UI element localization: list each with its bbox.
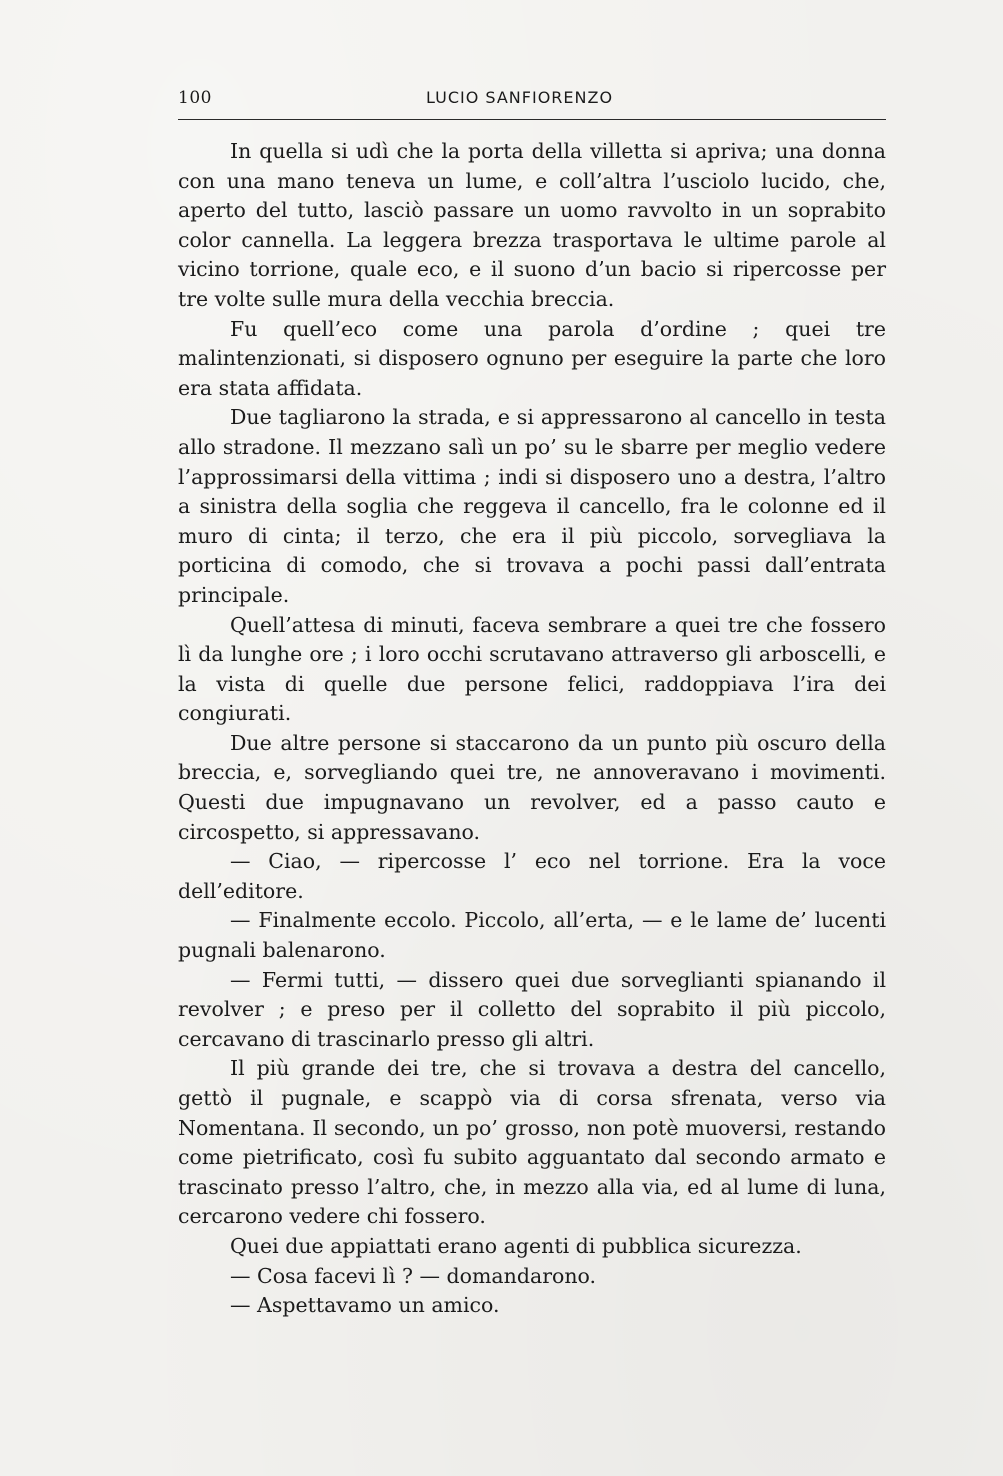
dialogue-paragraph: — Ciao, — ripercosse l’ eco nel torrione. Era la voce dell’editore. [178, 849, 886, 903]
page-number: 100 [178, 88, 212, 108]
paragraph: Quell’attesa di minuti, faceva sembrare a quei tre che fossero lì da lunghe ore ; i loro occhi scrutavano attraverso gli arboscelli, e la vista di quelle due persone felici, raddoppiava l’ira dei congiurati. [178, 612, 886, 726]
paragraph: In quella si udì che la porta della villetta si apriva; una donna con una mano teneva un lume, e coll’altra l’usciolo lucido, che, aperto del tutto, lasciò passare un uomo ravvolto in un soprabito color cannella. La leggera brezza trasportava le ultime parole al vicino torrione, quale eco, e il suono d’un bacio si ripercosse per tre volte sulle mura della vecchia breccia. [178, 139, 886, 311]
dialogue-paragraph: — Fermi tutti, — dissero quei due sorveglianti spianando il revolver ; e preso per il colletto del soprabito il più piccolo, cercavano di trascinarlo presso gli altri. [178, 967, 886, 1051]
running-title: LUCIO SANFIORENZO [426, 88, 614, 107]
page-header [178, 88, 888, 118]
paragraph: Quei due appiattati erano agenti di pubblica sicurezza. [230, 1233, 802, 1258]
paragraph: Il più grande dei tre, che si trovava a destra del cancello, gettò il pugnale, e scappò via di corsa sfrenata, verso via Nomentana. Il secondo, un po’ grosso, non potè muoversi, restando come pietrificato, così fu subito agguantato dal secondo armato e trascinato presso l’altro, che, in mezzo alla via, ed al lume di luna, cercarono vedere chi fossero. [178, 1056, 886, 1229]
header-rule [178, 119, 886, 120]
dialogue-paragraph: — Finalmente eccolo. Piccolo, all’erta, — e le lame de’ lucenti pugnali balenarono. [178, 908, 886, 963]
dialogue-paragraph: — Aspettavamo un amico. [230, 1293, 500, 1318]
paragraph: Due altre persone si staccarono da un punto più oscuro della breccia, e, sorvegliando quei tre, ne annoveravano i movimenti. Questi due impugnavano un revolver, ed a passo cauto e circospetto, si appressavano. [178, 730, 886, 844]
dialogue-paragraph: — Cosa facevi lì ? — domandarono. [230, 1263, 597, 1288]
paragraph: Fu quell’eco come una parola d’ordine ; quei tre malintenzionati, si disposero ognuno per eseguire la parte che loro era stata affidata. [178, 316, 886, 400]
paragraph: Due tagliarono la strada, e si appressarono al cancello in testa allo stradone. Il mezzano salì un po’ su le sbarre per meglio vedere l’approssimarsi della vittima ; indi si disposero uno a destra, l’altro a sinistra della soglia che reggeva il cancello, fra le colonne ed il muro di cinta; il terzo, che era il più piccolo, sorvegliava la porticina di comodo, che si trovava a pochi passi dall’entrata principale. [178, 405, 886, 607]
body-text [178, 137, 886, 1321]
